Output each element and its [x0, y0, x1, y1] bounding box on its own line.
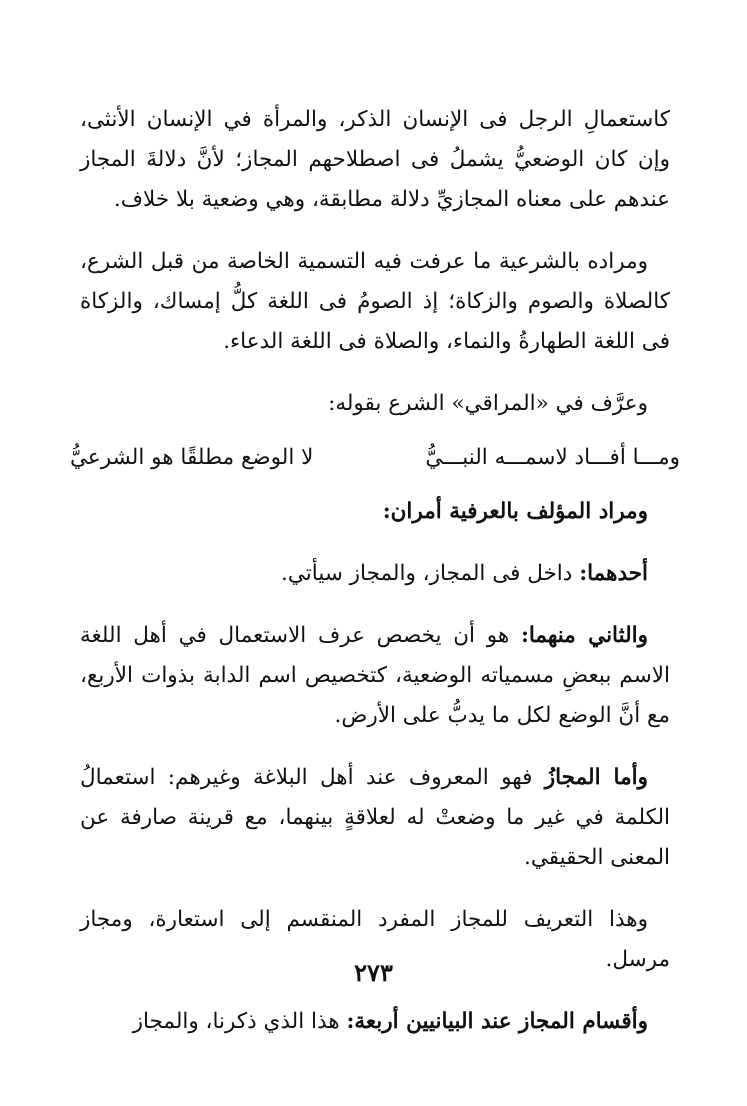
paragraph-6 — [80, 616, 670, 736]
paragraph-5 — [80, 554, 670, 594]
paragraph-4: ومراد المؤلف بالعرفية أمران: — [382, 499, 648, 524]
paragraph-7-lead: وأما المجازُ — [544, 765, 648, 790]
paragraph-1: كاستعمالِ الرجل فى الإنسان الذكر، والمرأة في الإنسان الأنثى، وإن كان الوضعيُّ يشملُ فى اصطلاحهم المجاز؛ لأنَّ دلالةَ المجاز عندهم على معناه المجازيِّ دلالة مطابقة، وهي وضعية بلا خلاف. — [80, 107, 670, 212]
paragraph-6-text: هو أن يخصص عرف الاستعمال في أهل اللغة الاسم ببعضِ مسمياته الوضعية، كتخصيص اسم الدابة بذوات الأربع، مع أنَّ الوضع لكل ما يدبُّ على الأرض. — [80, 623, 670, 728]
paragraph-6-lead: والثاني منهما: — [520, 623, 649, 648]
paragraph-9-lead: وأقسام المجاز عند البيانيين أربعة: — [346, 1009, 648, 1034]
paragraph-7-text: فهو المعروف عند أهل البلاغة وغيرهم: استعمالُ الكلمة في غير ما وضعتْ له لعلاقةٍ بينهما، مع قرينة صارفة عن المعنى الحقيقي. — [80, 765, 670, 870]
verse-first-hemistich: ومـــا أفـــاد لاسمـــه النبـــيُّ — [425, 445, 680, 470]
paragraph-2: ومراده بالشرعية ما عرفت فيه التسمية الخاصة من قبل الشرع، كالصلاة والصوم والزكاة؛ إذ الصومُ فى اللغة كلُّ إمساك، والزكاة فى اللغة الطهارةُ والنماء، والصلاة فى اللغة الدعاء. — [80, 249, 670, 354]
paragraph-9 — [80, 1002, 670, 1042]
page-number: ٢٧٣ — [354, 958, 393, 987]
paragraph-3: وعرَّف في «المراقي» الشرع بقوله: — [328, 391, 648, 416]
paragraph-8: وهذا التعريف للمجاز المفرد المنقسم إلى استعارة، ومجاز مرسل. — [80, 907, 670, 972]
verse-second-hemistich: لا الوضع مطلقًا هو الشرعيُّ — [70, 445, 314, 470]
verse-line — [70, 438, 680, 478]
paragraph-5-text: داخل فى المجاز، والمجاز سيأتي. — [281, 561, 580, 586]
paragraph-9-text: هذا الذي ذكرنا، والمجاز — [132, 1009, 347, 1034]
paragraph-7 — [80, 758, 670, 878]
paragraph-5-lead: أحدهما: — [579, 561, 648, 586]
page-body — [70, 100, 680, 1042]
